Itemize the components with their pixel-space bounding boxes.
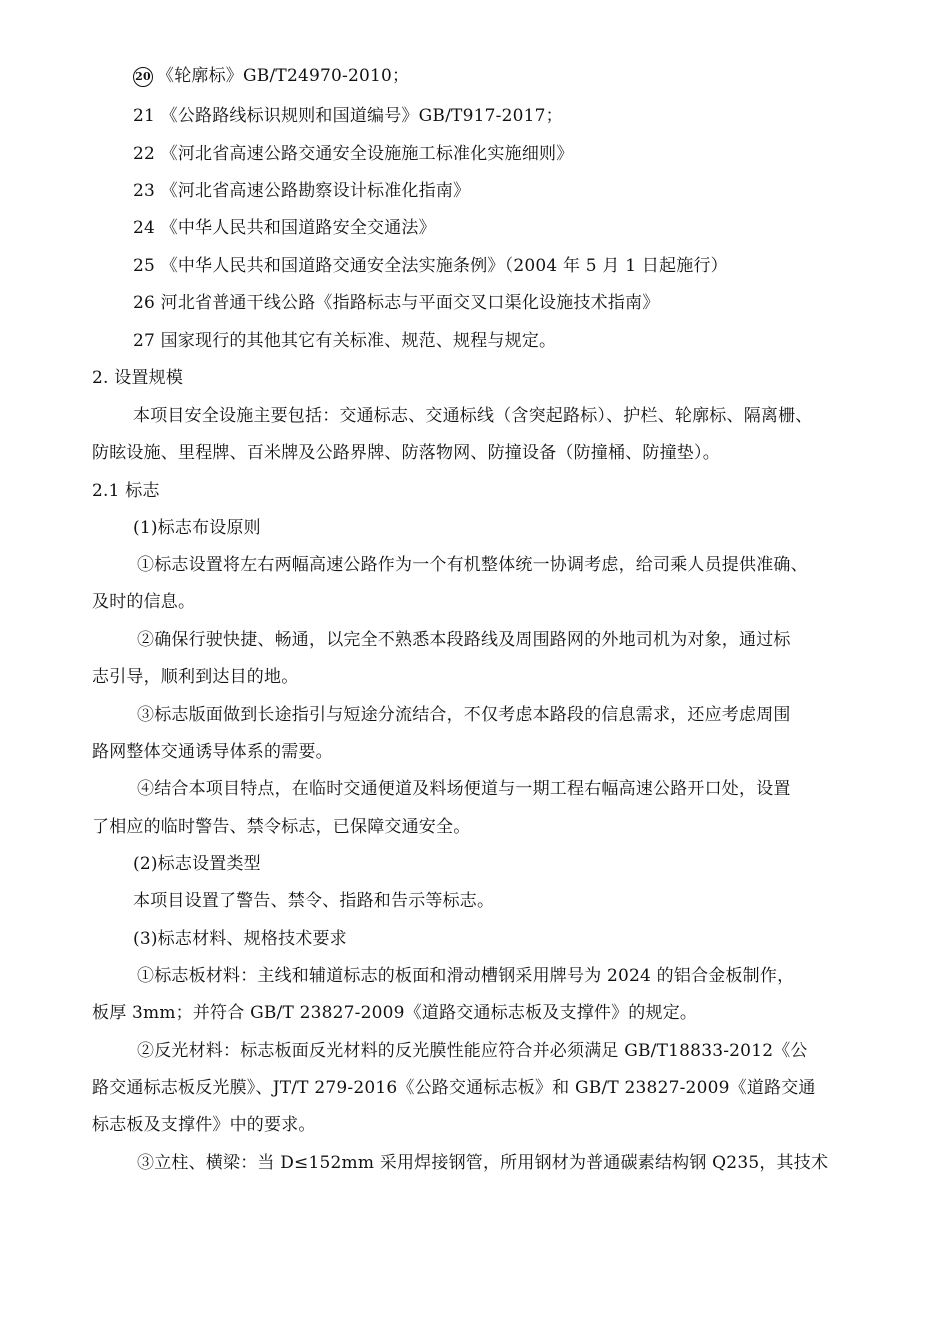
paragraph-line: ③立柱、横梁：当 D≤152mm 采用焊接钢管，所用钢材为普通碳素结构钢 Q235，其技术 [137, 1153, 829, 1173]
paragraph-line: ②确保行驶快捷、畅通，以完全不熟悉本段路线及周围路网的外地司机为对象，通过标 [137, 630, 791, 650]
paragraph-line: 志引导，顺利到达目的地。 [92, 667, 299, 687]
reference-item-25: 25 《中华人民共和国道路交通安全法实施条例》（2004 年 5 月 1 日起施行） [133, 256, 728, 276]
reference-item-24: 24 《中华人民共和国道路安全交通法》 [133, 218, 436, 238]
paragraph-line: ①标志设置将左右两幅高速公路作为一个有机整体统一协调考虑，给司乘人员提供准确、 [137, 555, 808, 575]
paragraph-line: 了相应的临时警告、禁令标志，已保障交通安全。 [92, 817, 471, 837]
subheading: (2)标志设置类型 [133, 854, 261, 874]
reference-item-22: 22 《河北省高速公路交通安全设施施工标准化实施细则》 [133, 144, 574, 164]
paragraph-line: 及时的信息。 [92, 592, 196, 612]
paragraph-line: ③标志版面做到长途指引与短途分流结合，不仅考虑本路段的信息需求，还应考虑周围 [137, 705, 791, 725]
subsection-heading: 2.1 标志 [92, 481, 160, 501]
paragraph-line: 路交通标志板反光膜》、JT/T 279-2016《公路交通标志板》和 GB/T 23827-2009《道路交通 [92, 1078, 816, 1098]
paragraph-line: 防眩设施、里程牌、百米牌及公路界牌、防落物网、防撞设备（防撞桶、防撞垫）。 [92, 443, 720, 463]
paragraph-line: 板厚 3mm；并符合 GB/T 23827-2009《道路交通标志板及支撑件》的规定。 [92, 1003, 698, 1023]
section-heading: 2. 设置规模 [92, 368, 184, 388]
paragraph-line: 标志板及支撑件》中的要求。 [92, 1115, 316, 1135]
reference-item-26: 26 河北省普通干线公路《指路标志与平面交叉口渠化设施技术指南》 [133, 293, 660, 313]
paragraph-line: 本项目设置了警告、禁令、指路和告示等标志。 [133, 891, 495, 911]
subheading: (3)标志材料、规格技术要求 [133, 929, 347, 949]
subheading: (1)标志布设原则 [133, 518, 261, 538]
reference-item-27: 27 国家现行的其他其它有关标准、规范、规程与规定。 [133, 331, 557, 351]
reference-item-23: 23 《河北省高速公路勘察设计标准化指南》 [133, 181, 471, 201]
circled-number-marker: 20 [133, 67, 153, 87]
reference-text: 《轮廓标》GB/T24970-2010； [157, 66, 410, 86]
reference-item-21: 21 《公路路线标识规则和国道编号》GB/T917-2017； [133, 106, 563, 126]
paragraph-line: ②反光材料：标志板面反光材料的反光膜性能应符合并必须满足 GB/T18833-2012《公 [137, 1041, 808, 1061]
paragraph-line: ①标志板材料：主线和辅道标志的板面和滑动槽钢采用牌号为 2024 的铝合金板制作， [137, 966, 795, 986]
paragraph-line: 本项目安全设施主要包括：交通标志、交通标线（含突起路标）、护栏、轮廓标、隔离栅、 [133, 406, 813, 426]
paragraph-line: ④结合本项目特点，在临时交通便道及料场便道与一期工程右幅高速公路开口处，设置 [137, 779, 791, 799]
paragraph-line: 路网整体交通诱导体系的需要。 [92, 742, 333, 762]
reference-item-20 [133, 64, 409, 88]
